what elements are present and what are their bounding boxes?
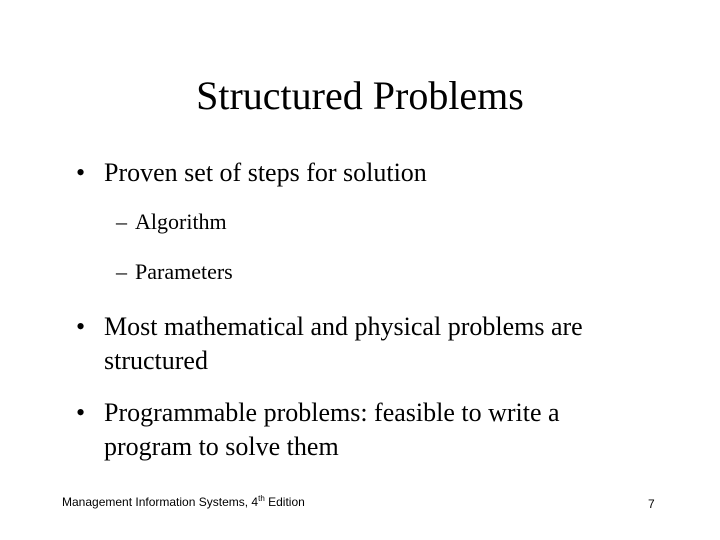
sub-item-parameters — [116, 258, 636, 286]
bullet-item-math-physical — [76, 310, 664, 378]
footer-book-title — [62, 494, 305, 510]
bullet-item-programmable — [76, 396, 664, 464]
bullet-item-proven-steps — [76, 156, 664, 190]
sub-item-text: Algorithm — [135, 209, 227, 234]
page-number: 7 — [648, 497, 655, 511]
slide-title: Structured Problems — [196, 73, 524, 118]
sub-bullet-marker: – — [116, 259, 127, 284]
footer-title-prefix: Management Information Systems, 4 — [62, 495, 259, 509]
footer-edition-superscript: th — [258, 494, 265, 503]
bullet-text-line: program to solve them — [104, 432, 339, 461]
bullet-marker: • — [76, 158, 86, 187]
bullet-text-line: structured — [104, 346, 208, 375]
bullet-marker: • — [76, 398, 86, 427]
bullet-marker: • — [76, 312, 86, 341]
sub-item-algorithm — [116, 208, 636, 236]
sub-item-text: Parameters — [135, 259, 233, 284]
footer-title-suffix: Edition — [264, 495, 305, 509]
bullet-text-line: Programmable problems: feasible to write a — [104, 398, 560, 427]
bullet-text-line: Most mathematical and physical problems are — [104, 312, 583, 341]
bullet-text: Proven set of steps for solution — [104, 158, 427, 187]
sub-bullet-marker: – — [116, 209, 127, 234]
